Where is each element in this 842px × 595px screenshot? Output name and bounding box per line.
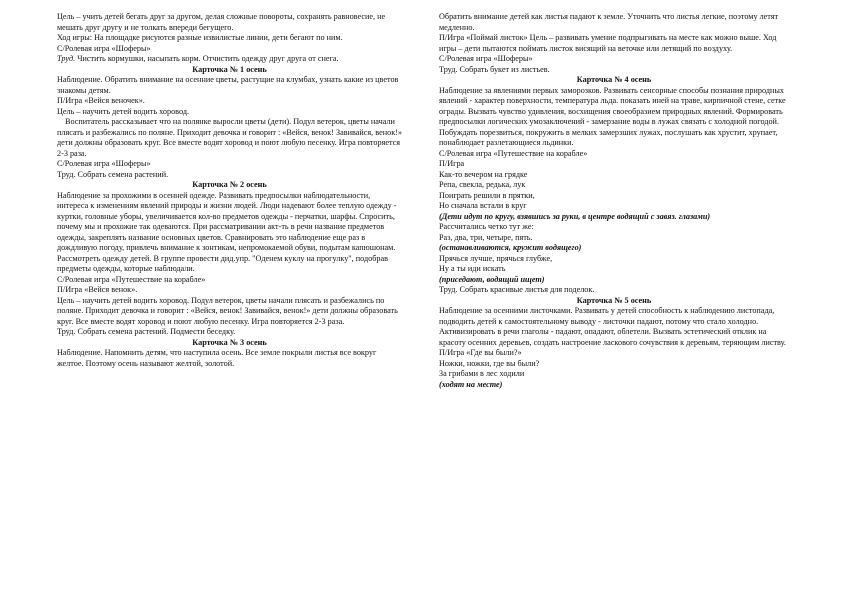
left-paragraph: П/Игра «Вейся венок». bbox=[57, 285, 138, 294]
left-paragraph bbox=[57, 54, 402, 65]
poem-line: Рассчитались четко тут же: bbox=[439, 222, 534, 231]
right-paragraph: П/Игра «Поймай листок» Цель – развивать умение подпрыгивать на месте как можно выше. Ход игры – дети пытаются поймать листок висящий на веточке или летящий по воздуху. bbox=[439, 33, 777, 53]
left-paragraph: Цель – учить детей бегать друг за другом, делая сложные повороты, сохранять равновесие, не мешать друг другу и не толкать впереди бегущего. bbox=[57, 12, 386, 32]
poem-line: Раз, два, три, четыре, пять. bbox=[439, 232, 533, 242]
card-heading: Карточка № 4 осень bbox=[576, 75, 652, 84]
poem-line: Как-то вечером на грядке bbox=[439, 169, 528, 179]
right-paragraph: П/Игра «Где вы были?» bbox=[439, 348, 522, 357]
left-paragraph: С/Ролевая игра «Шоферы» bbox=[57, 43, 151, 53]
left-column bbox=[57, 12, 402, 369]
left-paragraph: Воспитатель рассказывает что на полянке выросли цветы (дети). Подул ветерок, цветы начали плясать и разбежались по поляне. Приходит девочка и говорит : «Вейся, венок! Завивайся, венок!» дети должны образовать круг. Все вместе водят хоровод и поют любую песенку. Игра повторяется 2-3 раза. bbox=[57, 117, 402, 158]
left-paragraph: Цель – научить детей водить хоровод. bbox=[57, 106, 190, 116]
right-paragraph: С/Ролевая игра «Путешествие на корабле» bbox=[439, 148, 588, 158]
poem-line: Репа, свекла, редька, лук bbox=[439, 180, 526, 189]
left-paragraph: С/Ролевая игра «Путешествие на корабле» bbox=[57, 274, 206, 284]
right-paragraph: Обратить внимание детей как листья падают к земле. Уточнить что листья легкие, поэтому летят медленно. bbox=[439, 12, 779, 32]
card-heading: Карточка № 1 осень bbox=[192, 64, 267, 74]
left-paragraph: Цель – научить детей водить хоровод. Подул ветерок, цветы начали плясать и разбежались по поляне. Приходит девочка и говорит : «Вейся, венок! Завивайся, венок!» дети должны образовать круг. Все вместе водят хоровод и поют любую песенку. Игра повторяется 2-3 раза. bbox=[57, 295, 398, 326]
left-paragraph: Труд. Собрать семена растений. bbox=[57, 169, 169, 179]
left-paragraph: Труд. Собрать семена растений. Подмести беседку. bbox=[57, 327, 236, 336]
right-paragraph: П/Игра bbox=[439, 159, 465, 168]
right-column bbox=[439, 12, 789, 390]
stage-direction: (Дети идут по кругу, взявшись за руки, в центре водящий с завяз. глазами) bbox=[439, 211, 711, 221]
poem-line: Поиграть решили в прятки, bbox=[439, 190, 535, 200]
stage-direction: (останавливаются, кружит водящего) bbox=[439, 243, 582, 252]
poem-line: Ножки, ножки, где вы были? bbox=[439, 358, 540, 368]
card-heading: Карточка № 2 осень bbox=[192, 180, 267, 189]
trud-text: Чистить кормушки, насыпать корм. Отчистить одежду друг друга от снега. bbox=[75, 54, 339, 63]
right-paragraph: Наблюдение за явлениями первых заморозков. Развивать сенсорные способы познания природных явлений - характер поверхности, температура льда. показать иней на траве, кирпичной стене, сетке ограды. Вызвать чувство удивления, восхищения своеобразием природных явлений. Формировать предпосылки логических умозаключений - замерзание воды в лужах связать с холодной погодой. Побуждать порезвиться, покружить в мелких замерзших лужах, послушать как хрустит, хрупает, понаблюдает разлетающиеся льдинки. bbox=[439, 85, 786, 147]
stage-direction: (ходят на месте) bbox=[439, 379, 503, 389]
poem-line: За грибами в лес ходили bbox=[439, 369, 525, 378]
poem-line: Но сначала встали в круг bbox=[439, 201, 527, 210]
left-paragraph: Наблюдение за прохожими в осенней одежде. Развивать предпосылки наблюдательности, интереса к изменениям явлений природы и жизни людей. Люди надевают более теплую одежду - куртки, головные уборы, увеличивается кол-во предметов одежды - перчатки, шарфы. Спросить, почему мы и прохожие так одеваются. При рассматривании акт-ть в речи название предметов одежды, закреплять название основных цветов. Сравнировать это наблюдение еще раз в дождливую погоду, привлечь внимание к зонтикам, непромокаемой обуви, подытам капюшонам. Рассмотреть одежду детей. В группе провести дид.упр. "Оденем куклу на прогулку", подобрав предметы одежды, которые наблюдали. bbox=[57, 190, 397, 273]
poem-line: Ну а ты иди искать bbox=[439, 264, 506, 273]
right-paragraph: С/Ролевая игра «Шоферы» bbox=[439, 54, 533, 63]
left-paragraph: Наблюдение. Напомнить детям, что наступила осень. Все земле покрыли листья все вокруг желтое. Поэтому осень называют желтой, золотой. bbox=[57, 348, 377, 368]
right-paragraph: Труд. Собрать букет из листьев. bbox=[439, 64, 550, 74]
card-heading: Карточка № 5 осень bbox=[576, 295, 652, 305]
left-paragraph: П/Игра «Вейся веночек». bbox=[57, 96, 145, 105]
left-paragraph: Наблюдение. Обратить внимание на осенние цветы, растущие на клумбах, узнать какие из цветов знакомы детям. bbox=[57, 75, 399, 95]
right-paragraph: Труд. Собрать красивые листья для поделок. bbox=[439, 285, 595, 294]
card-heading: Карточка № 3 осень bbox=[192, 337, 267, 347]
stage-direction: (приседают, водящий ищет) bbox=[439, 274, 545, 284]
poem-line: Прячься лучше, прячься глубже, bbox=[439, 253, 553, 263]
trud-label: Труд. bbox=[57, 54, 76, 63]
right-paragraph: Наблюдение за осенними листочками. Развивать у детей способность к наблюдению листопада, подводить детей к самостоятельному выводу - листочки падают, потому что стало холодно. Активизировать в речи глаголы - падают, опадают, облетели. Вызвать эстетический отклик на красоту осенних деревьев, создать настроение ласкового сочувствия к деревьям, теряющим листву. bbox=[439, 306, 786, 347]
left-paragraph: С/Ролевая игра «Шоферы» bbox=[57, 159, 151, 168]
left-paragraph: Ход игры: На площадке рисуются разные извилистые линии, дети бегают по ним. bbox=[57, 33, 343, 42]
